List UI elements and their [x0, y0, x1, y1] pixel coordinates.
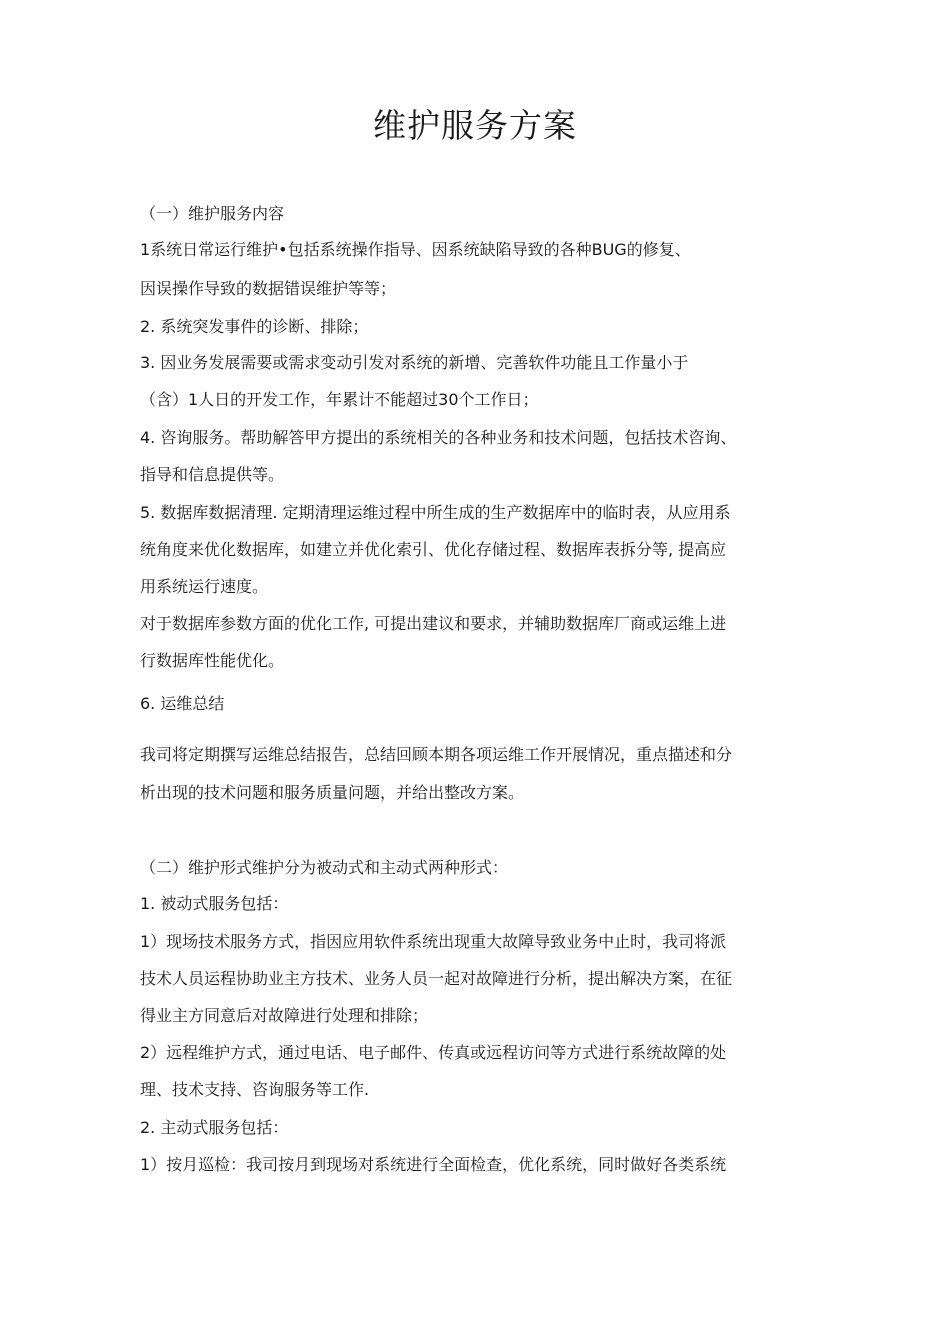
body-line: 4. 咨询服务。帮助解答甲方提出的系统相关的各种业务和技术问题，包括技术咨询、: [140, 428, 737, 447]
body-line: 我司将定期撰写运维总结报告，总结回顾本期各项运维工作开展情况，重点描述和分: [140, 745, 733, 764]
document-title: 维护服务方案: [373, 106, 577, 145]
body-line: 理、技术支持、咨询服务等工作.: [140, 1080, 370, 1099]
body-line: 得业主方同意后对故障进行处理和排除；: [140, 1006, 429, 1025]
body-line: 6. 运维总结: [140, 694, 225, 713]
body-line: 析出现的技术问题和服务质量问题，并给出整改方案。: [140, 783, 525, 802]
body-line: 技术人员运程协助业主方技术、业务人员一起对故障进行分析，提出解决方案，在征: [140, 969, 733, 988]
body-line: 1. 被动式服务包括：: [140, 894, 289, 913]
body-line: 3. 因业务发展需要或需求变动引发对系统的新增、完善软件功能且工作量小于: [140, 353, 689, 372]
body-line: （含）1人日的开发工作，年累计不能超过30个工作日；: [140, 390, 539, 409]
body-line: 对于数据库参数方面的优化工作, 可提出建议和要求，并辅助数据库厂商或运维上进: [140, 614, 727, 633]
body-line: 1）现场技术服务方式，指因应用软件系统出现重大故障导致业务中止时，我司将派: [140, 932, 727, 951]
body-line: 1）按月巡检：我司按月到现场对系统进行全面检查，优化系统，同时做好各类系统: [140, 1155, 727, 1174]
body-line: 5. 数据库数据清理. 定期清理运维过程中所生成的生产数据库中的临时表，从应用系: [140, 503, 731, 522]
body-line: 因误操作导致的数据错误维护等等；: [140, 279, 397, 298]
body-line: 指导和信息提供等。: [140, 465, 285, 484]
body-line: 2. 主动式服务包括：: [140, 1118, 289, 1137]
section-heading-1: （一）维护服务内容: [140, 204, 285, 223]
body-line: 2）远程维护方式，通过电话、电子邮件、传真或远程访问等方式进行系统故障的处: [140, 1043, 727, 1062]
section-heading-2: （二）维护形式维护分为被动式和主动式两种形式：: [140, 858, 509, 877]
body-line: 统角度来优化数据库，如建立并优化索引、优化存储过程、数据库表拆分等, 提高应: [140, 540, 727, 559]
body-line: 1系统日常运行维护•包括系统操作指导、因系统缺陷导致的各种BUG的修复、: [140, 240, 691, 259]
body-line: 2. 系统突发事件的诊断、排除；: [140, 317, 369, 336]
body-line: 用系统运行速度。: [140, 577, 269, 596]
body-line: 行数据库性能优化。: [140, 651, 285, 670]
